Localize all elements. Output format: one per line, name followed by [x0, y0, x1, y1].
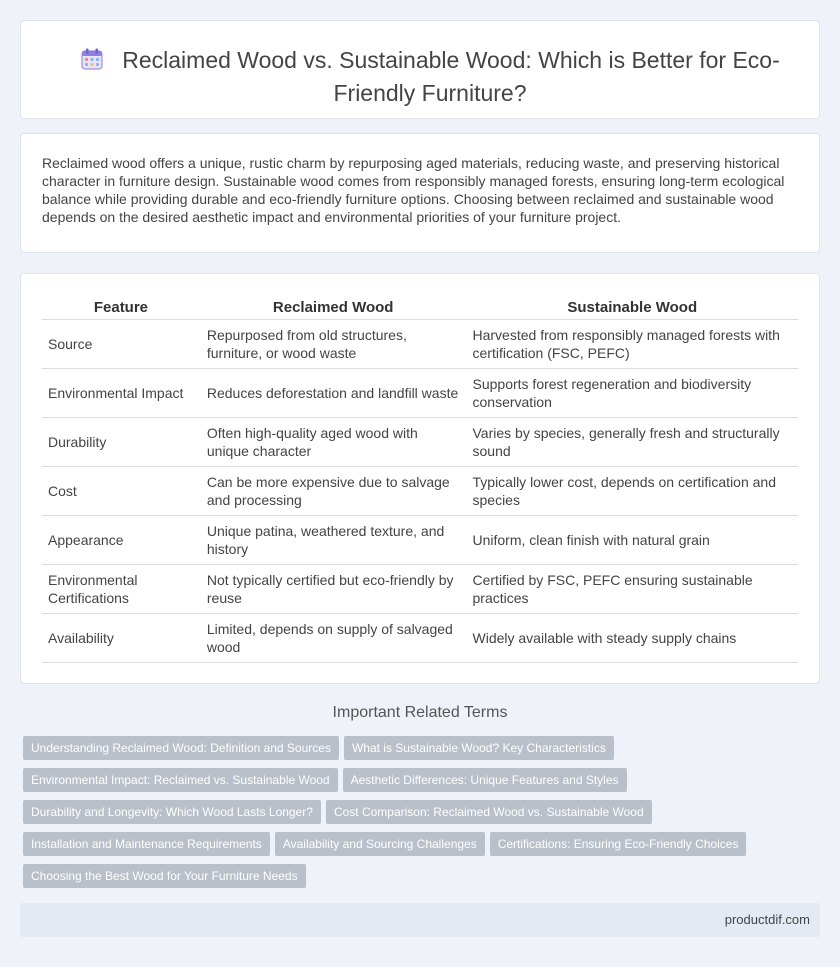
comparison-card [20, 273, 820, 684]
related-term-tag[interactable]: Cost Comparison: Reclaimed Wood vs. Sustainable Wood [326, 800, 652, 824]
reclaimed-cell: Can be more expensive due to salvage and processing [200, 467, 466, 516]
sustainable-cell: Varies by species, generally fresh and structurally sound [466, 418, 798, 467]
reclaimed-cell: Not typically certified but eco-friendly by reuse [200, 565, 466, 614]
table-row [42, 565, 798, 614]
related-term-tag[interactable]: What is Sustainable Wood? Key Characteristics [344, 736, 614, 760]
feature-cell: Cost [42, 467, 200, 516]
page-title [61, 45, 799, 108]
header-reclaimed-wood: Reclaimed Wood [200, 296, 466, 320]
header-card [20, 20, 820, 119]
table-row [42, 320, 798, 369]
table-row [42, 418, 798, 467]
calendar-grid-icon [80, 47, 104, 78]
related-term-tag[interactable]: Availability and Sourcing Challenges [275, 832, 485, 856]
sustainable-cell: Supports forest regeneration and biodiversity conservation [466, 369, 798, 418]
feature-cell: Appearance [42, 516, 200, 565]
related-term-tag[interactable]: Understanding Reclaimed Wood: Definition and Sources [23, 736, 339, 760]
reclaimed-cell: Limited, depends on supply of salvaged wood [200, 614, 466, 663]
reclaimed-cell: Repurposed from old structures, furniture, or wood waste [200, 320, 466, 369]
sustainable-cell: Harvested from responsibly managed forests with certification (FSC, PEFC) [466, 320, 798, 369]
reclaimed-cell: Unique patina, weathered texture, and history [200, 516, 466, 565]
feature-cell: Durability [42, 418, 200, 467]
table-row [42, 369, 798, 418]
feature-cell: Environmental Impact [42, 369, 200, 418]
related-terms-list [23, 736, 803, 896]
related-term-tag[interactable]: Aesthetic Differences: Unique Features and Styles [343, 768, 627, 792]
intro-paragraph: Reclaimed wood offers a unique, rustic charm by repurposing aged materials, reducing waste, and preserving historical character in furniture design. Sustainable wood comes from responsibly managed forests, ensuring long-term ecological balance while providing durable and eco-friendly furniture options. Choosing between reclaimed and sustainable wood depends on the desired aesthetic impact and environmental priorities of your furniture project. [42, 155, 785, 225]
related-terms-heading: Important Related Terms [332, 704, 508, 721]
footer-site-link[interactable]: productdif.com [724, 912, 810, 927]
feature-cell: Availability [42, 614, 200, 663]
tag-row [23, 800, 803, 832]
sustainable-cell: Uniform, clean finish with natural grain [466, 516, 798, 565]
footer-bar [20, 903, 820, 937]
table-row [42, 516, 798, 565]
header-feature: Feature [42, 296, 200, 320]
feature-cell: Environmental Certifications [42, 565, 200, 614]
related-term-tag[interactable]: Choosing the Best Wood for Your Furniture Needs [23, 864, 306, 888]
related-term-tag[interactable]: Durability and Longevity: Which Wood Lasts Longer? [23, 800, 321, 824]
sustainable-cell: Typically lower cost, depends on certification and species [466, 467, 798, 516]
sustainable-cell: Widely available with steady supply chains [466, 614, 798, 663]
table-header-row [42, 296, 798, 320]
intro-card [20, 133, 820, 253]
header-sustainable-wood: Sustainable Wood [466, 296, 798, 320]
tag-row [23, 768, 803, 800]
related-term-tag[interactable]: Installation and Maintenance Requirements [23, 832, 270, 856]
tag-row [23, 736, 803, 768]
table-row [42, 614, 798, 663]
related-term-tag[interactable]: Environmental Impact: Reclaimed vs. Sustainable Wood [23, 768, 338, 792]
tag-row [23, 832, 803, 864]
related-term-tag[interactable]: Certifications: Ensuring Eco-Friendly Choices [490, 832, 747, 856]
page-title-text: Reclaimed Wood vs. Sustainable Wood: Which is Better for Eco-Friendly Furniture? [122, 47, 780, 106]
table-row [42, 467, 798, 516]
reclaimed-cell: Reduces deforestation and landfill waste [200, 369, 466, 418]
feature-cell: Source [42, 320, 200, 369]
comparison-table [42, 296, 798, 663]
sustainable-cell: Certified by FSC, PEFC ensuring sustainable practices [466, 565, 798, 614]
tag-row [23, 864, 803, 896]
reclaimed-cell: Often high-quality aged wood with unique character [200, 418, 466, 467]
